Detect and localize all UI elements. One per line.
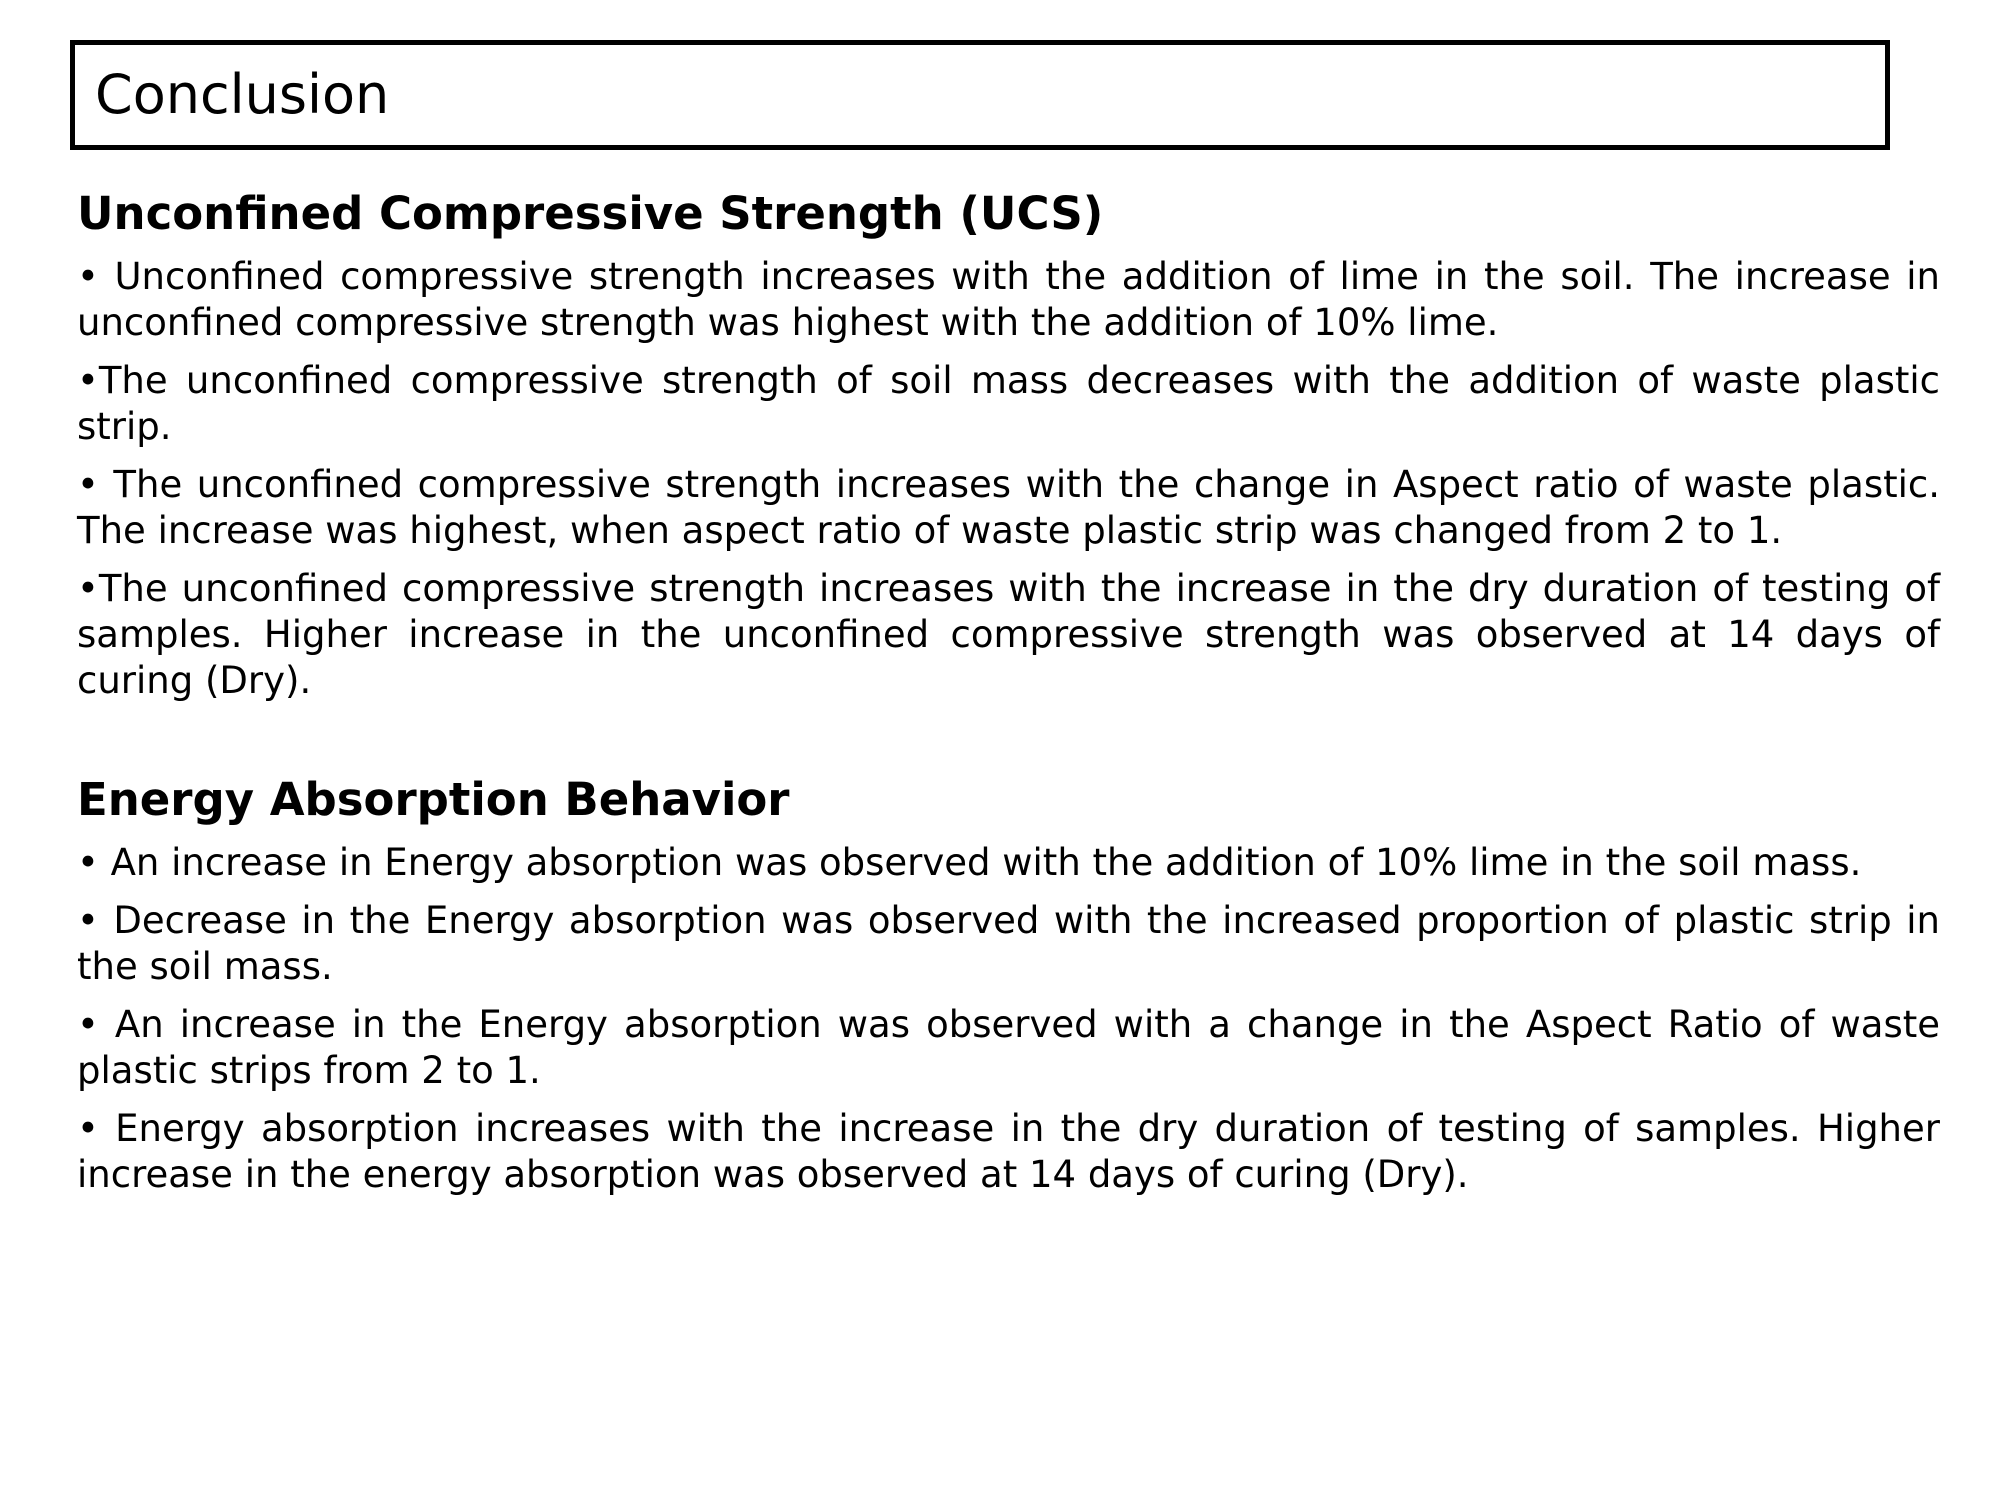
section-heading-energy: Energy Absorption Behavior	[77, 772, 790, 826]
section-spacer	[77, 716, 1940, 774]
section-ucs	[77, 188, 1940, 704]
bullet-item: • Energy absorption increases with the increase in the dry duration of testing of samples. Higher increase in the energy absorption was observed at 14 days of curing (Dry).	[77, 1106, 1940, 1196]
slide-title: Conclusion	[95, 63, 390, 126]
bullet-item: • An increase in Energy absorption was observed with the addition of 10% lime in the soil mass.	[77, 840, 1862, 884]
bullet-item: •The unconfined compressive strength of soil mass decreases with the addition of waste plastic strip.	[77, 358, 1940, 448]
bullet-item: • Decrease in the Energy absorption was observed with the increased proportion of plastic strip in the soil mass.	[77, 898, 1940, 988]
bullet-item: •The unconfined compressive strength increases with the increase in the dry duration of testing of samples. Higher increase in the unconfined compressive strength was observed at 14 days of curing (Dry).	[77, 566, 1940, 702]
bullet-item: • The unconfined compressive strength increases with the change in Aspect ratio of waste plastic. The increase was highest, when aspect ratio of waste plastic strip was changed from 2 to 1.	[77, 462, 1940, 552]
title-box	[70, 40, 1890, 150]
slide-content	[77, 188, 1940, 1210]
section-heading-ucs: Unconfined Compressive Strength (UCS)	[77, 187, 1104, 240]
bullet-item: • An increase in the Energy absorption was observed with a change in the Aspect Ratio of waste plastic strips from 2 to 1.	[77, 1002, 1940, 1092]
bullet-item: • Unconfined compressive strength increases with the addition of lime in the soil. The increase in unconfined compressive strength was highest with the addition of 10% lime.	[77, 254, 1940, 344]
section-energy-absorption	[77, 774, 1940, 1198]
